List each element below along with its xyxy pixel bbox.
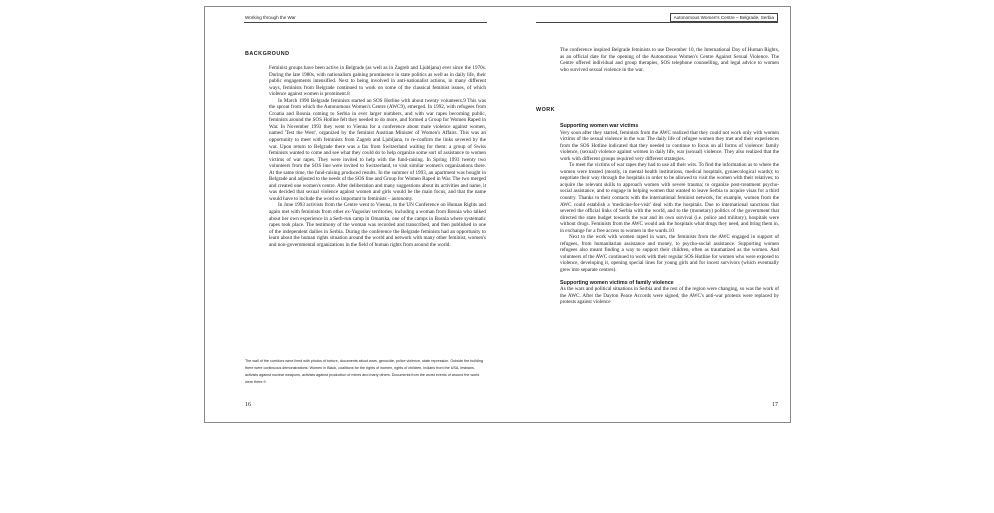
paragraph: Next to the work with women raped in wars, the feminists from the AWC engaged in support of refugees, from humanitarian assistance and money, to psycho-social assistance. Supporting women refugees also meant finding a way to support their children, often as traumatized as the women. And volunteers of the AWC continued to work with their regular SOS Hotline for women who were exposed to violence, developing it, opening special lines for young girls and for incest survivors (which eventually grew into separate centres). (560, 234, 779, 274)
right-header-rule (536, 22, 778, 23)
right-body-text (560, 123, 779, 306)
right-page (498, 7, 790, 422)
paragraph: Feminist groups have been active in Belgrade (as well as in Zagreb and Ljubljana) ever since the 1970s. During the late 1980s, with nationalism gaining prominence in state politics as well as in daily life, their public engagements intensified. Next to being involved in anti-nationalist actions, in many different ways, feminists from Belgrade continued to work on some of the classical feminist issues, of which violence against women is prominent.8 (269, 65, 486, 98)
book-spread (204, 6, 791, 423)
page-number-right: 17 (772, 402, 778, 408)
left-body-text (269, 65, 486, 248)
paragraph: Very soon after they started, feminists from the AWC realized that they could not work only with women victims of the sexual violence in the war. The daily life of refugee women they met and their experiences from the SOS Hotline indicated that they needed to continue to focus on all forms of violence: family violence, (sexual) violence against women in daily life, war (sexual) violence. They also realized that the work with different groups required very different strategies. (560, 129, 779, 162)
left-header-rule (244, 22, 487, 23)
paragraph: As the wars and political situations in Serbia and the rest of the region were changing, so was the work of the AWC. After the Dayton Peace Accords were signed, the AWC's anti-war protests were replaced by protests against violence (560, 286, 779, 306)
subheading-war-victims: Supporting women war victims (560, 123, 639, 129)
paragraph: To meet the victims of war rapes they had to use all their wits. To find the information as to where the women were treated (mostly, in mental health institutions, medical hospitals, gynaecological wards); to negotiate their way through the hospitals in order to be allowed to visit the women with their relatives; to acquire the relevant skills to approach women with severe trauma; to organize post-treatment psycho-social assistance, and to engage in helping women that wanted to leave Serbia to acquire visas for a third country. Thanks to their contacts with the international feminist network, for example, women from the AWC could establish a 'medicine-for-visit' deal with the hospitals. Due to international sanctions that severed the official links of Serbia with the world, and to the (monetary) politics of the government that directed the state budget towards the war and its own survival (i.e. police and military), hospitals were without drugs. Feminists from the AWC would ask the hospitals what drugs they need, and bring them in, in exchange for a free access to women in the wards.10 (560, 162, 779, 234)
right-running-header: Autonomous Women's Centre – Belgrade, Serbia (670, 13, 778, 22)
paragraph: The conference inspired Belgrade feminists to use December 10, the International Day of Human Rights, as an official date for the opening of the Autonomous Women's Centre Against Sexual Violence. The Centre offered individual and group therapies, SOS telephone counselling, and legal advice to women who survived sexual violence in the war. (560, 47, 779, 73)
photo-caption: The wall of the corridors were lined with photos of torture, documents about wars, genocide, police violence, state repression. Outside the building there were continuous demonstrations: Women in Black, coalitions for the rights of women, rights of children, Indians from the USA, lesbians, activists against nuclear weapons, activists against production of mines and many others. Documents from the worst events of around the world were there.9 (245, 359, 483, 384)
left-page (205, 7, 498, 422)
page-number-left: 16 (245, 402, 251, 408)
section-heading-background: BACKGROUND (245, 51, 290, 57)
left-running-header: Working through the War (245, 15, 296, 20)
paragraph: In March 1990 Belgrade feminists started an SOS Hotline with about twenty volunteers.9 This was the sprout from which the Autonomous Women's Centre (AWC9), emerged. In 1992, with refugees from Croatia and Bosnia coming to Serbia in ever larger numbers, and with war rapes becoming public, feminists around the SOS Hotline felt they needed to do more, and formed a Group for Women Raped in War. In November 1993 they went to Vienna for a conference about male violence against women, named 'Test the West', organized by the feminist Austrian Minister of Women's Affairs. This was an opportunity to meet with feminists from Zagreb and Ljubljana, to re-confirm the links severed by the war. Upon return to Belgrade there was a fax from Switzerland waiting for them: a group of Swiss feminists wanted to come and see what they could do to help organize some sort of assistance to women victims of war rapes. They were invited to help with the fund-raising. In Spring 1993 twenty two volunteers from the SOS line were invited to Switzerland, to visit similar women's organizations there. At the same time, the fund-raising produced results. In the summer of 1993, an apartment was bought in Belgrade and adjusted to the needs of the SOS line and Group for Women Raped in War. The two merged and created one women's centre. After deliberation and many suggestions about its activities and name, it was decided that sexual violence against women and girls would be the main focus, and that the name would have to include the word so important to feminists – autonomy. (269, 97, 486, 202)
section-heading-work: WORK (536, 107, 556, 113)
subheading-family-violence: Supporting women victims of family violence (560, 279, 674, 286)
paragraph: In June 1993 activists from the Centre went to Vienna, to the UN Conference on Human Rights and again met with feminists from other ex-Yugoslav territories, including a woman from Bosnia who talked about her own experience in a Serb-run camp in Omarska, one of the camps in Bosnia where systematic rapes took place. The testimony of the woman was recorded and transcribed, and then published in one of the independent dailies in Serbia. During the conference the Belgrade feminists had an opportunity to learn about the human rights situation around the world and network with many other feminist, women's and non-governmental organizations in the field of human rights from around the world. (269, 202, 486, 248)
right-intro-text (560, 47, 779, 73)
